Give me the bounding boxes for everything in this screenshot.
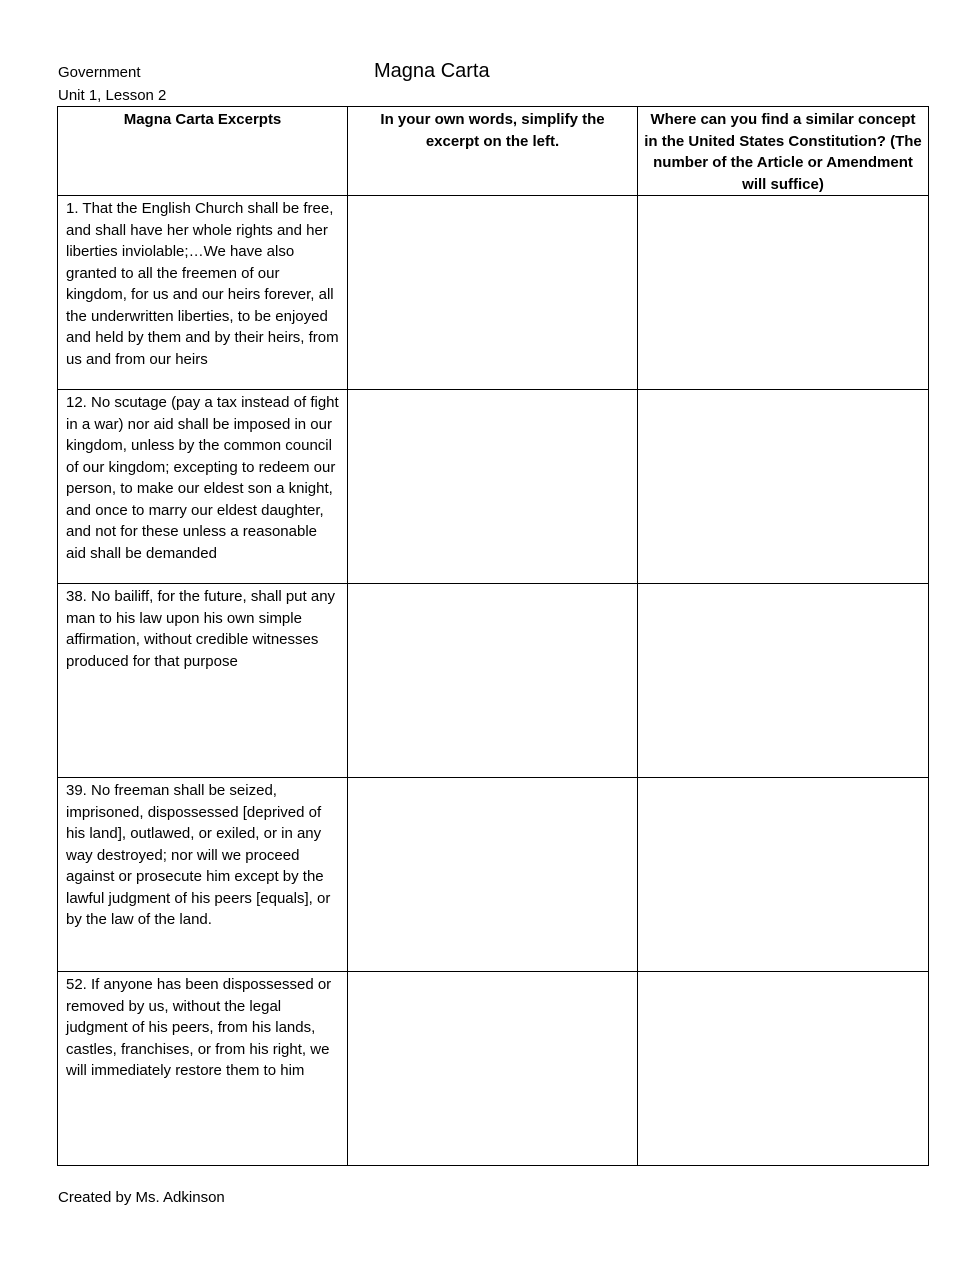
footer-credit: Created by Ms. Adkinson [58,1189,225,1206]
simplify-answer-cell[interactable] [348,972,638,1166]
table-row [58,972,929,1166]
constitution-answer-cell[interactable] [638,390,929,584]
column-header-constitution: Where can you find a similar concept in the United States Constitution? (The number of the Article or Amendment will suffice) [638,107,929,196]
excerpt-cell: 38. No bailiff, for the future, shall put any man to his law upon his own simple affirmation, without credible witnesses produced for that purpose [58,584,348,778]
table-row [58,196,929,390]
lesson-label: Unit 1, Lesson 2 [58,87,167,104]
table-row [58,584,929,778]
excerpt-cell: 39. No freeman shall be seized, imprisoned, dispossessed [deprived of his land], outlawed, or exiled, or in any way destroyed; nor will we proceed against or prosecute him except by the lawful judgment of his peers [equals], or by the law of the land. [58,778,348,972]
subject-label: Government [58,64,141,81]
excerpt-cell: 1. That the English Church shall be free, and shall have her whole rights and her liberties inviolable;…We have also granted to all the freemen of our kingdom, for us and our heirs forever, all the underwritten liberties, to be enjoyed and held by them and by their heirs, from us and from our heirs [58,196,348,390]
simplify-answer-cell[interactable] [348,584,638,778]
page-title: Magna Carta [374,60,490,82]
simplify-answer-cell[interactable] [348,390,638,584]
header-row [58,107,929,196]
simplify-answer-cell[interactable] [348,778,638,972]
simplify-answer-cell[interactable] [348,196,638,390]
table-row [58,390,929,584]
constitution-answer-cell[interactable] [638,778,929,972]
column-header-simplify: In your own words, simplify the excerpt on the left. [348,107,638,196]
excerpt-cell: 12. No scutage (pay a tax instead of fight in a war) nor aid shall be imposed in our kingdom, unless by the common council of our kingdom; excepting to redeem our person, to make our eldest son a knight, and once to marry our eldest daughter, and not for these unless a reasonable aid shall be demanded [58,390,348,584]
worksheet-table [57,106,929,1166]
constitution-answer-cell[interactable] [638,584,929,778]
excerpt-cell: 52. If anyone has been dispossessed or removed by us, without the legal judgment of his peers, from his lands, castles, franchises, or from his right, we will immediately restore them to him [58,972,348,1166]
constitution-answer-cell[interactable] [638,972,929,1166]
column-header-excerpts: Magna Carta Excerpts [58,107,348,196]
table-row [58,778,929,972]
constitution-answer-cell[interactable] [638,196,929,390]
